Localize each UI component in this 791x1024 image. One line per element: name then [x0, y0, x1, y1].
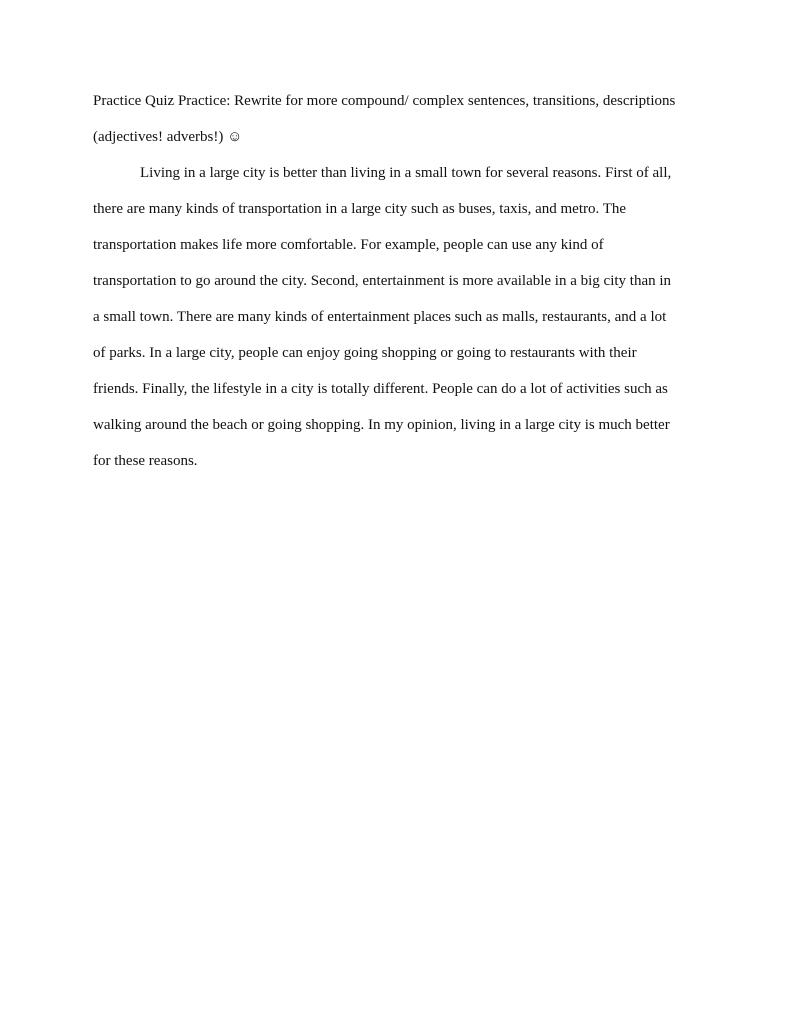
document-body — [93, 83, 703, 479]
essay-line: walking around the beach or going shopping. In my opinion, living in a large city is much better — [93, 417, 670, 433]
essay-paragraph — [93, 155, 703, 479]
instruction-line-1: Practice Quiz Practice: Rewrite for more compound/ complex sentences, transitions, descriptions — [93, 93, 676, 109]
essay-line: Living in a large city is better than living in a small town for several reasons. First of all, — [140, 165, 672, 181]
essay-line: a small town. There are many kinds of entertainment places such as malls, restaurants, and a lot — [93, 309, 667, 325]
essay-line: friends. Finally, the lifestyle in a city is totally different. People can do a lot of activities such as — [93, 381, 668, 397]
essay-line: transportation to go around the city. Second, entertainment is more available in a big city than in — [93, 273, 672, 289]
essay-line: there are many kinds of transportation in a large city such as buses, taxis, and metro. The — [93, 201, 627, 217]
essay-line: of parks. In a large city, people can enjoy going shopping or going to restaurants with their — [93, 345, 637, 361]
essay-line: transportation makes life more comfortable. For example, people can use any kind of — [93, 237, 604, 253]
instruction-line-2: (adjectives! adverbs!) ☺ — [93, 129, 243, 145]
essay-line: for these reasons. — [93, 453, 198, 469]
